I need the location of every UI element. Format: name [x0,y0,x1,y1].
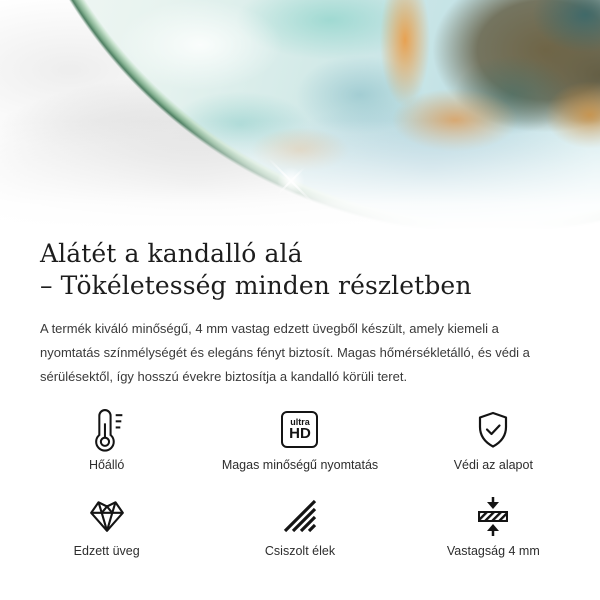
feature-grid [0,408,600,558]
feature-tempered-glass [10,494,203,558]
feature-protects-base [397,408,590,472]
feature-polished-edges [203,494,396,558]
diamond-icon [88,494,126,537]
product-description: A termék kiváló minőségű, 4 mm vastag edzett üvegből készült, amely kiemeli a nyomtatás színmélységét és elegáns fényt biztosít. Magas hőmérsékletálló, és védi a sérülésektől, így hosszú évekre biztosítja a kandalló körüli teret. [40,321,530,384]
thickness-icon [473,494,513,537]
ultra-hd-icon-text-bottom: HD [289,425,311,442]
page-title-line2: – Tökéletesség minden részletben [40,271,472,300]
product-image [0,0,600,232]
feature-thickness [397,494,590,558]
feature-label: Vastagság 4 mm [446,544,540,558]
polished-edge-icon [281,494,319,537]
feature-heat-resistant [10,408,203,472]
feature-label: Csiszolt élek [264,544,336,558]
feature-print-quality [203,408,396,472]
feature-label: Edzett üveg [73,544,140,558]
feature-label: Védi az alapot [453,458,533,472]
shield-check-icon [473,408,513,451]
feature-label: Hőálló [88,458,125,472]
product-info-section [0,238,600,389]
ultra-hd-icon-text-top: ultra [290,417,310,427]
page-title [40,238,560,302]
page-title-line1: Alátét a kandalló alá [40,239,303,268]
feature-label: Magas minőségű nyomtatás [221,458,379,472]
thermometer-icon [88,408,126,451]
ultra-hd-icon [281,408,318,451]
